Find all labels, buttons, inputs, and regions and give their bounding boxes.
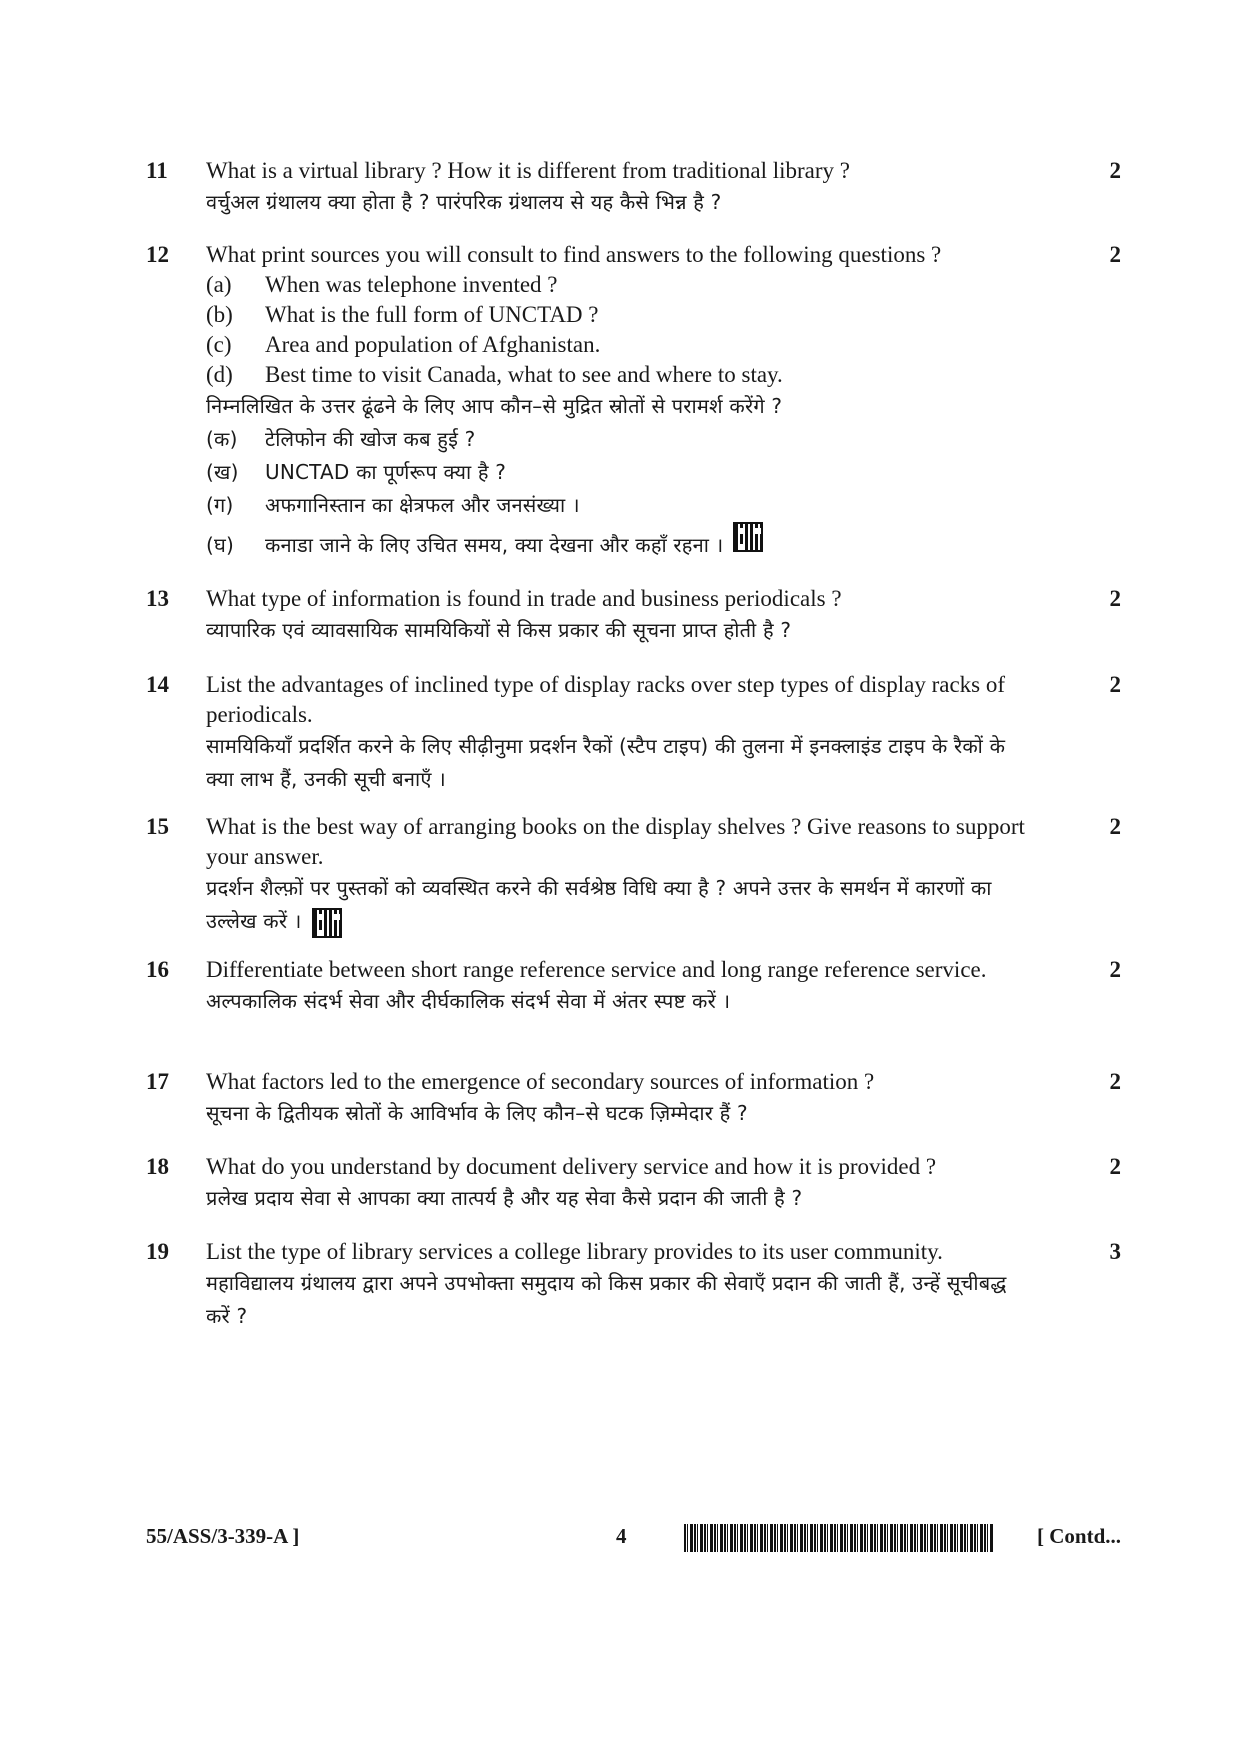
question-text-hi: अल्पकालिक संदर्भ सेवा और दीर्घकालिक संदर्भ सेवा में अंतर स्पष्ट करें ।	[206, 989, 731, 1013]
qr-code-icon	[733, 522, 763, 552]
question-text-en: List the type of library services a college library provides to its user community.	[206, 1239, 943, 1264]
sub-question-en	[206, 300, 1036, 330]
question-text-hi: वर्चुअल ग्रंथालय क्या होता है ? पारंपरिक ग्रंथालय से यह कैसे भिन्न है ?	[206, 190, 722, 214]
sub-label: (d)	[206, 362, 233, 387]
sub-label: (b)	[206, 302, 233, 327]
question-marks: 2	[1109, 672, 1121, 697]
question-marks: 2	[1109, 158, 1121, 183]
barcode-icon	[684, 1524, 994, 1552]
question-text-en: What is the best way of arranging books on the display shelves ? Give reasons to support your answer.	[206, 814, 1025, 869]
sub-question-hi	[206, 456, 1036, 489]
sub-text: Area and population of Afghanistan.	[265, 332, 601, 357]
sub-text: When was telephone invented ?	[265, 272, 558, 297]
question-16	[146, 955, 1121, 1055]
sub-label: (क)	[206, 427, 238, 451]
question-text-hi: महाविद्यालय ग्रंथालय द्वारा अपने उपभोक्ता समुदाय को किस प्रकार की सेवाएँ प्रदान की जाती हैं, उन्हें सूचीबद्ध करें ?	[206, 1271, 1007, 1328]
sub-text: UNCTAD का पूर्णरूप क्या है ?	[265, 460, 507, 484]
sub-label: (c)	[206, 332, 232, 357]
question-text-hi-content: प्रदर्शन शैल्फ़ों पर पुस्तकों को व्यवस्थित करने की सर्वश्रेष्ठ विधि क्या है ? अपने उत्तर के समर्थन में कारणों का उल्लेख करें ।	[206, 876, 992, 933]
question-marks: 2	[1109, 814, 1121, 839]
question-number: 17	[146, 1069, 169, 1094]
continued-label: [ Contd...	[1036, 1524, 1121, 1548]
sub-question-hi	[206, 489, 1036, 522]
sub-label: (घ)	[206, 533, 235, 557]
sub-text: What is the full form of UNCTAD ?	[265, 302, 599, 327]
question-marks: 2	[1109, 242, 1121, 267]
question-14	[146, 670, 1121, 800]
question-18	[146, 1152, 1121, 1222]
question-marks: 2	[1109, 957, 1121, 982]
question-text-hi: निम्नलिखित के उत्तर ढूंढने के लिए आप कौन–से मुद्रित स्रोतों से परामर्श करेंगे ?	[206, 394, 783, 418]
question-text-en: List the advantages of inclined type of display racks over step types of display racks of periodicals.	[206, 672, 1006, 727]
question-number: 11	[146, 158, 168, 183]
question-text-hi: सामयिकियाँ प्रदर्शित करने के लिए सीढ़ीनुमा प्रदर्शन रैकों (स्टैप टाइप) की तुलना में इनक्लाइंड टाइप के रैकों के क्या लाभ हैं, उनकी सूची बनाएँ ।	[206, 734, 1006, 791]
question-number: 14	[146, 672, 169, 697]
question-13	[146, 584, 1121, 654]
question-text-en: What do you understand by document delivery service and how it is provided ?	[206, 1154, 937, 1179]
page-footer	[146, 1520, 1121, 1560]
question-15	[146, 812, 1121, 942]
question-17	[146, 1067, 1121, 1137]
question-text-en: What type of information is found in trade and business periodicals ?	[206, 586, 842, 611]
question-text-hi	[206, 872, 1036, 938]
question-text-en: What print sources you will consult to find answers to the following questions ?	[206, 242, 942, 267]
sub-label: (a)	[206, 272, 232, 297]
sub-question-en	[206, 360, 1036, 390]
sub-question-hi	[206, 522, 1036, 562]
sub-label: (ग)	[206, 493, 234, 517]
qr-code-icon	[312, 908, 342, 938]
question-text-hi: सूचना के द्वितीयक स्रोतों के आविर्भाव के लिए कौन–से घटक ज़िम्मेदार हैं ?	[206, 1101, 748, 1125]
question-11	[146, 156, 1121, 226]
sub-question-hi	[206, 423, 1036, 456]
question-number: 16	[146, 957, 169, 982]
question-19	[146, 1237, 1121, 1337]
question-12	[146, 240, 1121, 570]
question-text-hi: प्रलेख प्रदाय सेवा से आपका क्या तात्पर्य है और यह सेवा कैसे प्रदान की जाती है ?	[206, 1186, 803, 1210]
question-marks: 2	[1109, 1154, 1121, 1179]
question-marks: 2	[1109, 1069, 1121, 1094]
sub-question-en	[206, 330, 1036, 360]
paper-code: 55/ASS/3-339-A ]	[146, 1524, 300, 1548]
question-marks: 2	[1109, 586, 1121, 611]
question-marks: 3	[1109, 1239, 1121, 1264]
sub-question-en	[206, 270, 1036, 300]
question-number: 15	[146, 814, 169, 839]
question-number: 12	[146, 242, 169, 267]
sub-text: अफगानिस्तान का क्षेत्रफल और जनसंख्या ।	[265, 493, 580, 517]
sub-text: Best time to visit Canada, what to see and where to stay.	[265, 362, 783, 387]
sub-text: टेलिफोन की खोज कब हुई ?	[265, 427, 476, 451]
question-text-hi: व्यापारिक एवं व्यावसायिक सामयिकियों से किस प्रकार की सूचना प्राप्त होती है ?	[206, 618, 792, 642]
sub-label: (ख)	[206, 460, 239, 484]
sub-text: कनाडा जाने के लिए उचित समय, क्या देखना और कहाँ रहना ।	[265, 533, 724, 557]
question-text-en: What factors led to the emergence of secondary sources of information ?	[206, 1069, 875, 1094]
question-text-en: Differentiate between short range reference service and long range reference service.	[206, 957, 987, 982]
question-number: 13	[146, 586, 169, 611]
question-number: 18	[146, 1154, 169, 1179]
question-number: 19	[146, 1239, 169, 1264]
question-text-en: What is a virtual library ? How it is different from traditional library ?	[206, 158, 851, 183]
page-number: 4	[616, 1524, 627, 1548]
